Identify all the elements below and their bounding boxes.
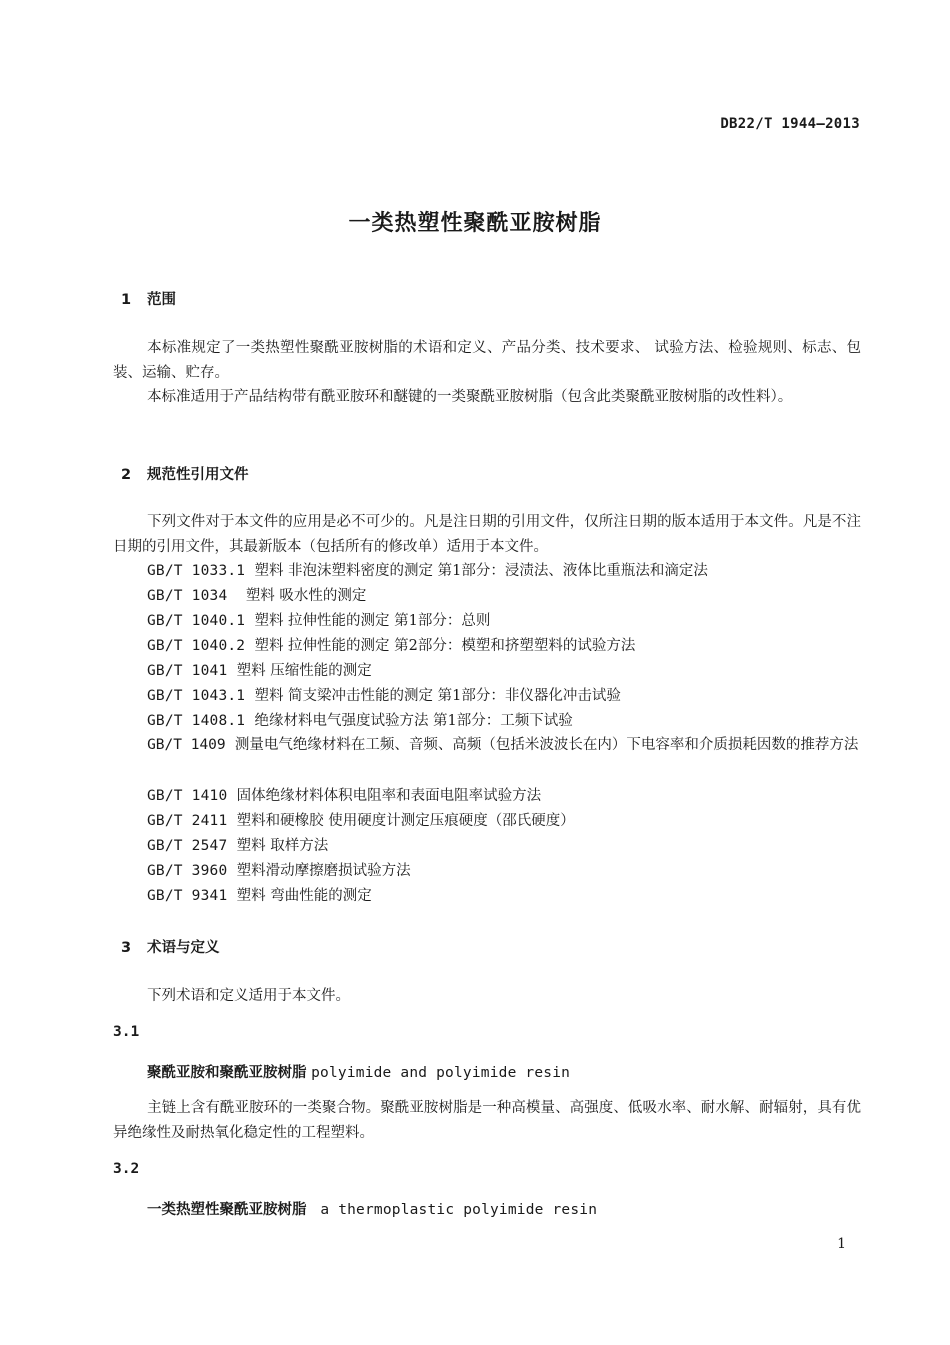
term-definition: 主链上含有酰亚胺环的一类聚合物。聚酰亚胺树脂是一种高模量、高强度、低吸水率、耐水解、耐辐射，具有优异绝缘性及耐热氧化稳定性的工程塑料。 bbox=[113, 1100, 861, 1141]
reference-title: 塑料 简支梁冲击性能的测定 第1部分：非仪器化冲击试验 bbox=[254, 688, 621, 704]
reference-item bbox=[147, 811, 575, 831]
reference-code: GB/T 1043.1 bbox=[147, 688, 246, 704]
reference-item bbox=[147, 636, 635, 656]
reference-item bbox=[147, 711, 573, 731]
reference-item bbox=[113, 733, 861, 758]
reference-code: GB/T 1409 bbox=[147, 737, 226, 753]
reference-item bbox=[147, 611, 490, 631]
section-number: 2 bbox=[121, 467, 132, 483]
page-number: 1 bbox=[837, 1236, 846, 1252]
reference-title: 塑料 吸水性的测定 bbox=[245, 588, 367, 604]
reference-item bbox=[147, 836, 328, 856]
reference-code: GB/T 1410 bbox=[147, 788, 228, 804]
reference-title: 塑料 拉伸性能的测定 第2部分：模塑和挤塑塑料的试验方法 bbox=[254, 638, 636, 654]
reference-code: GB/T 1040.2 bbox=[147, 638, 246, 654]
reference-code: GB/T 1033.1 bbox=[147, 563, 246, 579]
reference-item bbox=[147, 586, 366, 606]
section-title: 规范性引用文件 bbox=[147, 467, 249, 483]
term-zh: 聚酰亚胺和聚酰亚胺树脂 bbox=[147, 1065, 307, 1081]
scope-paragraph-1: 本标准规定了一类热塑性聚酰亚胺树脂的术语和定义、产品分类、技术要求、 试验方法、检验规则、标志、包装、运输、贮存。 bbox=[113, 340, 861, 381]
reference-title: 塑料 压缩性能的测定 bbox=[236, 663, 372, 679]
reference-title: 固体绝缘材料体积电阻率和表面电阻率试验方法 bbox=[236, 788, 542, 804]
term-en: a thermoplastic polyimide resin bbox=[320, 1202, 598, 1218]
term-number: 3.2 bbox=[113, 1161, 140, 1177]
reference-code: GB/T 1040.1 bbox=[147, 613, 246, 629]
scope-paragraph-2: 本标准适用于产品结构带有酰亚胺环和醚键的一类聚酰亚胺树脂（包含此类聚酰亚胺树脂的改性料）。 bbox=[147, 389, 793, 405]
reference-item bbox=[147, 686, 621, 706]
reference-title: 塑料 拉伸性能的测定 第1部分：总则 bbox=[254, 613, 491, 629]
reference-item bbox=[147, 661, 372, 681]
reference-code: GB/T 2547 bbox=[147, 838, 228, 854]
term-entry bbox=[147, 1061, 570, 1082]
reference-title: 塑料 取样方法 bbox=[236, 838, 329, 854]
reference-code: GB/T 1041 bbox=[147, 663, 228, 679]
reference-title: 绝缘材料电气强度试验方法 第1部分：工频下试验 bbox=[254, 713, 573, 729]
reference-code: GB/T 1034 bbox=[147, 588, 228, 604]
reference-code: GB/T 3960 bbox=[147, 863, 228, 879]
reference-item bbox=[147, 786, 541, 806]
section-3-heading bbox=[121, 936, 220, 957]
section-title: 范围 bbox=[147, 292, 176, 308]
reference-title: 测量电气绝缘材料在工频、音频、高频（包括米波波长在内）下电容率和介质损耗因数的推荐方法 bbox=[234, 737, 859, 753]
section-title: 术语与定义 bbox=[147, 940, 220, 956]
section-1-heading bbox=[121, 288, 176, 309]
standard-code: DB22/T 1944—2013 bbox=[720, 116, 860, 132]
section-2-heading bbox=[121, 463, 249, 484]
term-entry bbox=[147, 1198, 597, 1219]
reference-item bbox=[147, 886, 372, 906]
reference-code: GB/T 1408.1 bbox=[147, 713, 246, 729]
reference-title: 塑料滑动摩擦磨损试验方法 bbox=[236, 863, 411, 879]
section-number: 3 bbox=[121, 940, 132, 956]
terms-intro: 下列术语和定义适用于本文件。 bbox=[147, 988, 351, 1004]
term-number: 3.1 bbox=[113, 1024, 140, 1040]
document-title: 一类热塑性聚酰亚胺树脂 bbox=[348, 211, 602, 236]
reference-title: 塑料 非泡沫塑料密度的测定 第1部分：浸渍法、液体比重瓶法和滴定法 bbox=[254, 563, 708, 579]
term-en: polyimide and polyimide resin bbox=[311, 1065, 571, 1081]
reference-title: 塑料和硬橡胶 使用硬度计测定压痕硬度（邵氏硬度） bbox=[236, 813, 575, 829]
reference-code: GB/T 2411 bbox=[147, 813, 228, 829]
reference-code: GB/T 9341 bbox=[147, 888, 228, 904]
reference-item bbox=[147, 561, 708, 581]
reference-title: 塑料 弯曲性能的测定 bbox=[236, 888, 372, 904]
reference-item bbox=[147, 861, 411, 881]
references-intro: 下列文件对于本文件的应用是必不可少的。凡是注日期的引用文件，仅所注日期的版本适用于本文件。凡是不注日期的引用文件，其最新版本（包括所有的修改单）适用于本文件。 bbox=[113, 514, 861, 555]
term-zh: 一类热塑性聚酰亚胺树脂 bbox=[147, 1202, 307, 1218]
section-number: 1 bbox=[121, 292, 132, 308]
